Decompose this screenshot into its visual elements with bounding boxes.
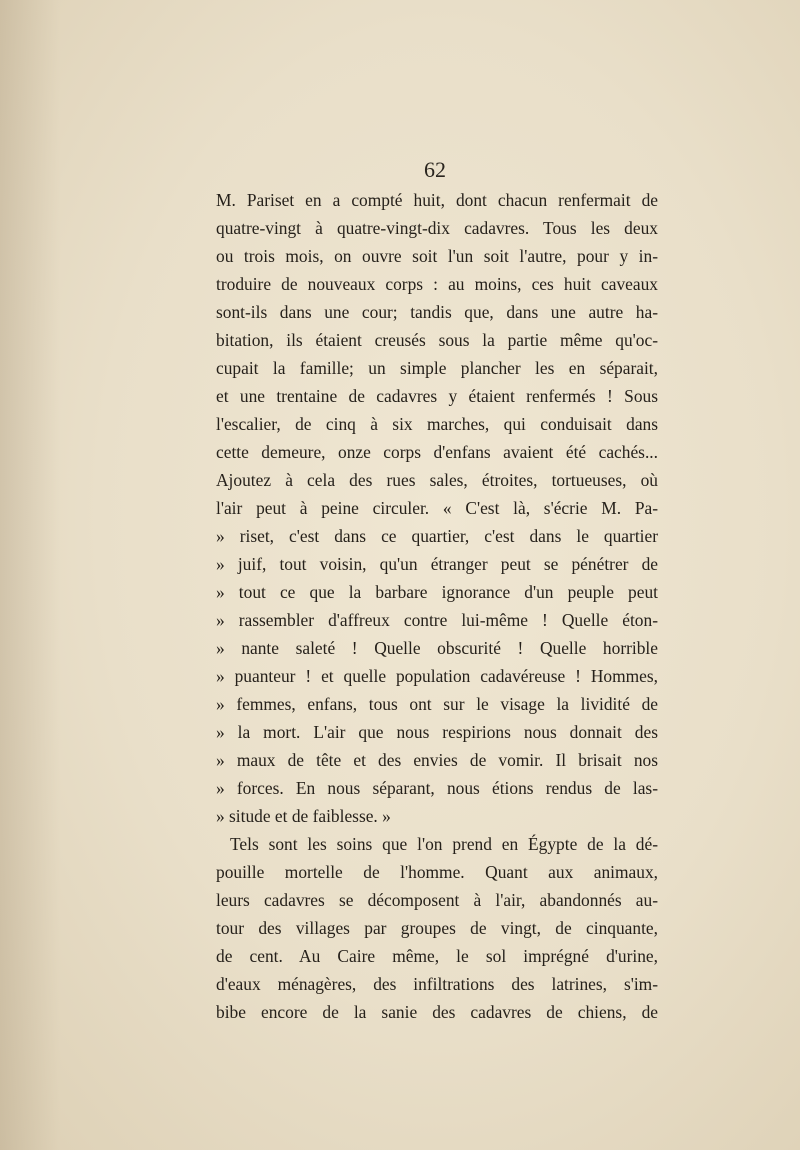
paragraph-start-line: Tels sont les soins que l'on prend en Égypte de la dé- [230,834,658,854]
text-line: d'eaux ménagères, des infiltrations des latrines, s'im- [216,974,658,994]
text-line: ou trois mois, on ouvre soit l'un soit l'autre, pour y in- [216,246,658,266]
text-line: de cent. Au Caire même, le sol imprégné d'urine, [216,946,658,966]
text-line: » rassembler d'affreux contre lui-même ! Quelle éton- [216,610,658,630]
text-line: » situde et de faiblesse. » [216,806,391,826]
text-line: sont-ils dans une cour; tandis que, dans une autre ha- [216,302,658,322]
text-line: troduire de nouveaux corps : au moins, ces huit caveaux [216,274,658,294]
text-line: et une trentaine de cadavres y étaient renfermés ! Sous [216,386,658,406]
text-line: » forces. En nous séparant, nous étions rendus de las- [216,778,658,798]
text-line: » tout ce que la barbare ignorance d'un peuple peut [216,582,658,602]
text-line: bitation, ils étaient creusés sous la partie même qu'oc- [216,330,658,350]
text-line: » maux de tête et des envies de vomir. Il brisait nos [216,750,658,770]
body-text [216,186,658,1026]
text-line: » riset, c'est dans ce quartier, c'est dans le quartier [216,526,658,546]
page-number: 62 [424,157,446,182]
text-line: Ajoutez à cela des rues sales, étroites, tortueuses, où [216,470,658,490]
text-line: » juif, tout voisin, qu'un étranger peut se pénétrer de [216,554,658,574]
text-line: cette demeure, onze corps d'enfans avaient été cachés... [216,442,658,462]
text-line: » femmes, enfans, tous ont sur le visage la lividité de [216,694,658,714]
text-line: l'escalier, de cinq à six marches, qui conduisait dans [216,414,658,434]
text-line: tour des villages par groupes de vingt, de cinquante, [216,918,658,938]
text-line: » nante saleté ! Quelle obscurité ! Quelle horrible [216,638,658,658]
text-line: quatre-vingt à quatre-vingt-dix cadavres. Tous les deux [216,218,658,238]
text-line: l'air peut à peine circuler. « C'est là, s'écrie M. Pa- [216,498,658,518]
text-line: cupait la famille; un simple plancher les en séparait, [216,358,658,378]
text-line: pouille mortelle de l'homme. Quant aux animaux, [216,862,658,882]
text-line: » puanteur ! et quelle population cadavéreuse ! Hommes, [216,666,658,686]
text-line: » la mort. L'air que nous respirions nous donnait des [216,722,658,742]
text-line: bibe encore de la sanie des cadavres de chiens, de [216,1002,658,1022]
text-line: M. Pariset en a compté huit, dont chacun renfermait de [216,190,658,210]
text-line: leurs cadavres se décomposent à l'air, abandonnés au- [216,890,658,910]
